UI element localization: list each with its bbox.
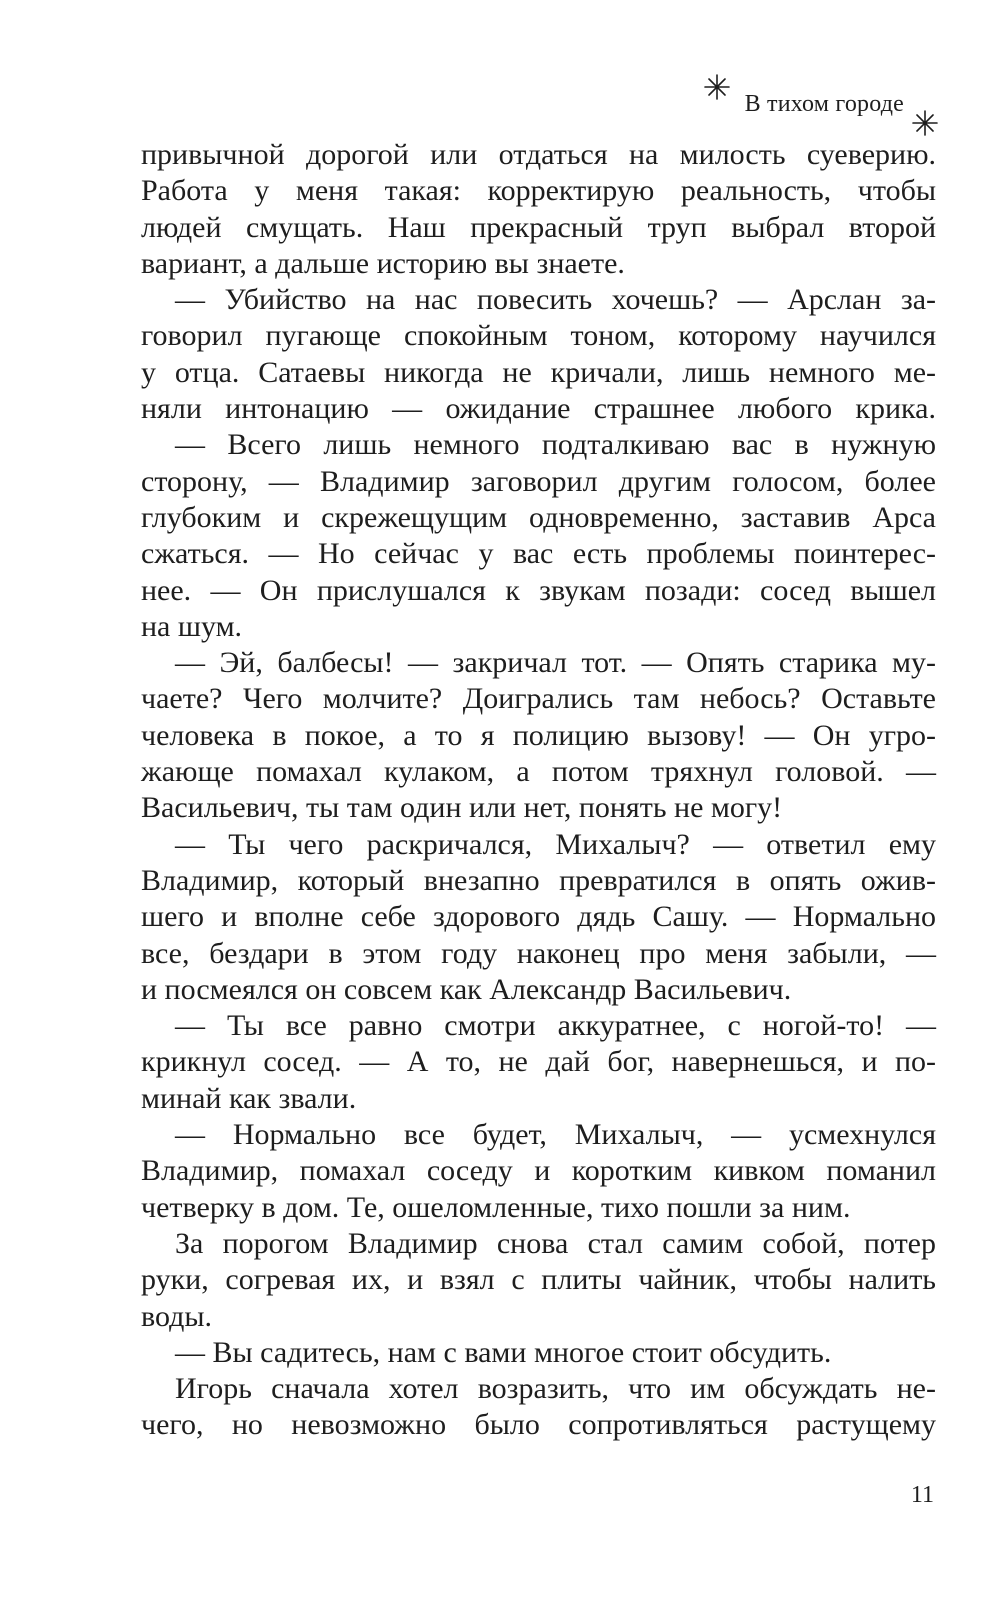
- text-line: — Ты чего раскричался, Михалыч? — ответил ему: [175, 827, 936, 861]
- page-number: 11: [910, 1482, 934, 1508]
- text-line: у отца. Сатаевы никогда не кричали, лишь немного ме-: [141, 355, 936, 389]
- text-line: человека в покое, а то я полицию вызову! — Он угро-: [141, 718, 936, 752]
- text-line: глубоким и скрежещущим одновременно, заставив Арса: [141, 500, 936, 534]
- text-line: и посмеялся он совсем как Александр Васильевич.: [141, 972, 792, 1006]
- text-line: на шум.: [141, 609, 243, 643]
- text-line: все, бездари в этом году наконец про меня забыли, —: [141, 936, 936, 970]
- text-line: вариант, а дальше историю вы знаете.: [141, 246, 625, 280]
- asterisk-ornament-icon: [912, 110, 938, 136]
- text-line: нее. — Он прислушался к звукам позади: сосед вышел: [141, 573, 936, 607]
- text-line: Владимир, который внезапно превратился в опять ожив-: [141, 863, 936, 897]
- text-line: чего, но невозможно было сопротивляться растущему: [141, 1408, 936, 1442]
- text-line: За порогом Владимир снова стал самим собой, потер: [175, 1226, 936, 1260]
- text-line: Васильевич, ты там один или нет, понять не могу!: [141, 791, 783, 825]
- text-line: — Нормально все будет, Михалыч, — усмехнулся: [175, 1118, 936, 1152]
- body-text: [141, 137, 936, 1444]
- text-line: — Вы садитесь, нам с вами многое стоит обсудить.: [175, 1335, 832, 1369]
- text-line: минай как звали.: [141, 1081, 357, 1115]
- text-line: няли интонацию — ожидание страшнее любого крика.: [141, 392, 936, 426]
- text-line: — Убийство на нас повесить хочешь? — Арслан за-: [175, 283, 936, 317]
- text-line: крикнул сосед. — А то, не дай бог, навернешься, и по-: [141, 1045, 936, 1079]
- text-line: жающе помахал кулаком, а потом тряхнул головой. —: [141, 755, 936, 789]
- text-line: чаете? Чего молчите? Доигрались там небось? Оставьте: [141, 682, 936, 716]
- text-line: воды.: [141, 1299, 213, 1333]
- text-line: привычной дорогой или отдаться на милость суеверию.: [141, 138, 936, 171]
- text-line: четверку в дом. Те, ошеломленные, тихо пошли за ним.: [141, 1190, 851, 1224]
- text-line: — Эй, балбесы! — закричал тот. — Опять старика му-: [175, 646, 936, 680]
- text-line: — Ты все равно смотри аккуратнее, с ногой-то! —: [175, 1009, 936, 1043]
- text-line: говорил пугающе спокойным тоном, которому научился: [141, 319, 936, 353]
- text-line: Владимир, помахал соседу и коротким кивком поманил: [141, 1154, 936, 1188]
- text-line: Работа у меня такая: корректирую реальность, чтобы: [141, 174, 936, 208]
- asterisk-ornament-icon: [704, 74, 730, 100]
- text-line: руки, согревая их, и взял с плиты чайник, чтобы налить: [141, 1263, 936, 1297]
- text-line: шего и вполне себе здорового дядь Сашу. — Нормально: [141, 900, 936, 934]
- running-title: В тихом городе: [744, 91, 904, 117]
- text-line: людей смущать. Наш прекрасный труп выбрал второй: [141, 210, 936, 244]
- text-line: Игорь сначала хотел возразить, что им обсуждать не-: [175, 1372, 936, 1406]
- running-header: [678, 68, 938, 128]
- text-line: — Всего лишь немного подталкиваю вас в нужную: [175, 428, 936, 462]
- text-line: сторону, — Владимир заговорил другим голосом, более: [141, 464, 936, 498]
- text-line: сжаться. — Но сейчас у вас есть проблемы поинтерес-: [141, 537, 936, 571]
